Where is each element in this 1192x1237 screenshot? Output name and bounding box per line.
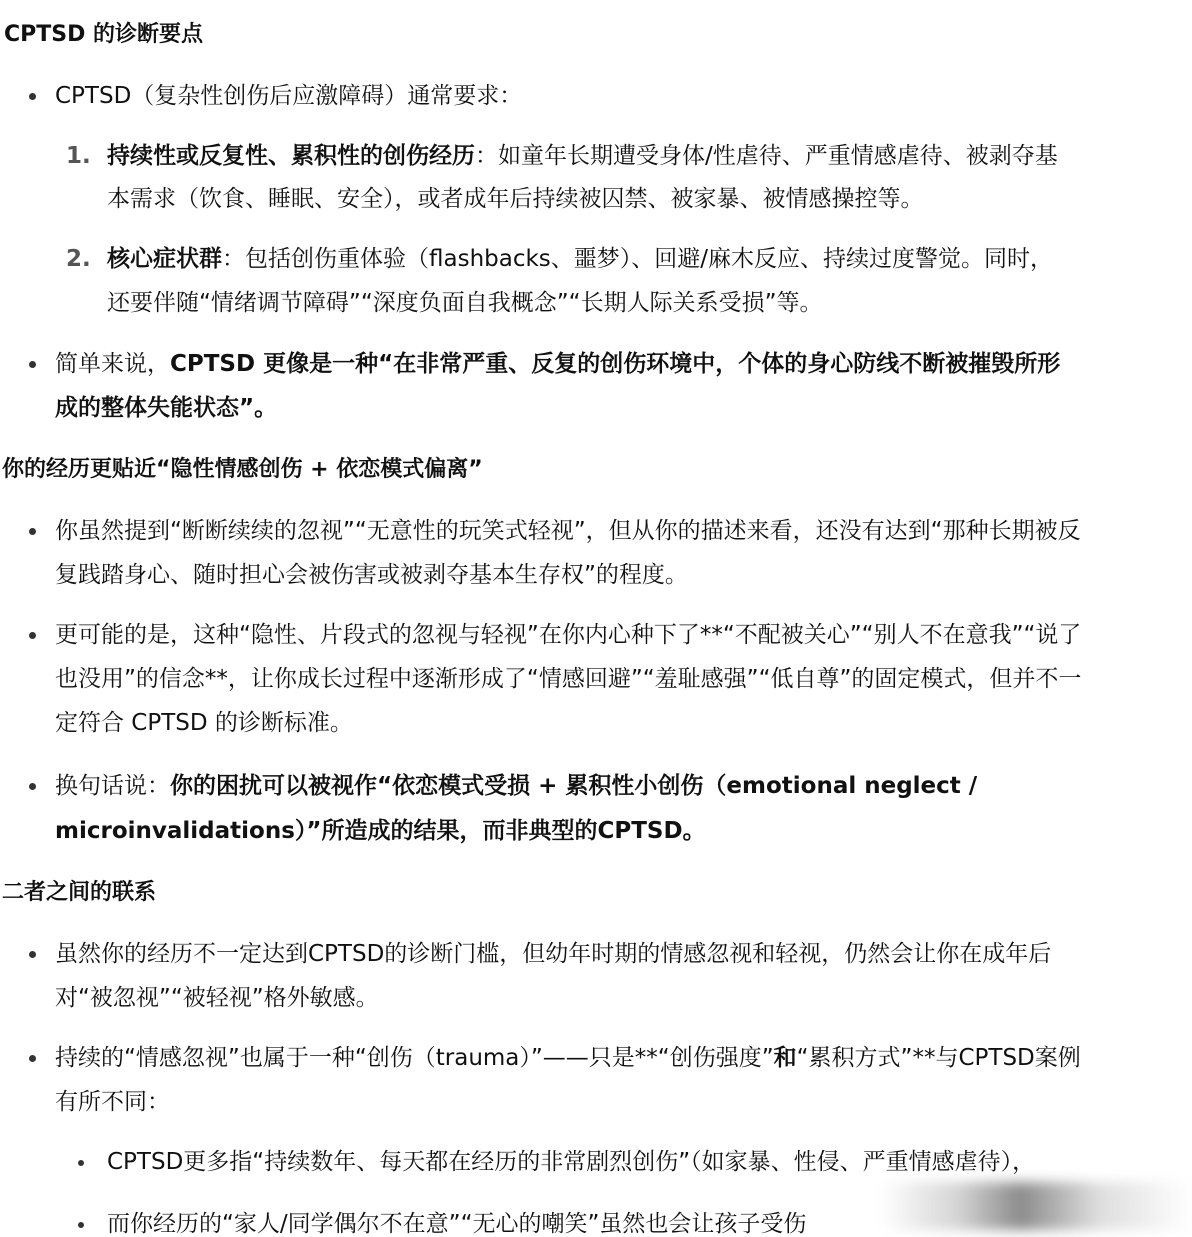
list-item-text-line2: 还要伴随“情绪调节障碍”“深度负面自我概念”“长期人际关系受损”等。 [107,290,823,316]
bullet-icon [29,632,36,639]
section-heading-hidden-trauma: 你的经历更贴近“隐性情感创伤 + 依恋模式偏离” [2,457,483,482]
bullet-icon [29,1055,36,1062]
bullet-icon [29,528,36,535]
bullet-text: CPTSD（复杂性创伤后应激障碍）通常要求： [55,83,523,109]
bullet-bold: 你的困扰可以被视作“依恋模式受损 + 累积性小创伤（emotional neglect / [170,773,978,799]
list-item-bold: 核心症状群 [107,246,222,272]
bullet-bold: CPTSD 更像是一种“在非常严重、反复的创伤环境中，个体的身心防线不断被摧毁所形 [170,351,1061,377]
bullet-text-line2: 成的整体失能状态”。 [55,395,278,421]
bullet-plain: 换句话说： [55,773,170,799]
list-item-rest: ：包括创伤重体验（flashbacks、噩梦）、回避/麻木反应、持续过度警觉。同时， [222,246,1054,272]
bullet-post: “累积方式”**与CPTSD案例 [796,1045,1081,1071]
bullet-text-line3: 定符合 CPTSD 的诊断标准。 [55,710,353,736]
list-number: 2. [66,246,91,272]
bullet-plain: 简单来说， [55,351,170,377]
bullet-icon [29,783,36,790]
bullet-text-line2: 复践踏身心、随时担心会被伤害或被剥夺基本生存权”的程度。 [55,562,688,588]
bullet-text [55,353,1060,376]
sub-bullet-text: CPTSD更多指“持续数年、每天都在经历的非常剧烈创伤”（如家暴、性侵、严重情感虐待）， [107,1149,1036,1175]
list-number: 1. [66,143,91,169]
bullet-text-line2: 对“被忽视”“被轻视”格外敏感。 [55,985,379,1011]
sub-bullet-icon [78,1160,84,1166]
bullet-text-line2: 有所不同： [55,1089,170,1115]
bullet-bold: 和 [773,1045,797,1071]
sub-bullet-icon [78,1222,84,1228]
bullet-text-line2: 也没用”的信念**，让你成长过程中逐渐形成了“情感回避”“羞耻感强”“低自尊”的固定模式，但并不一 [55,666,1082,692]
bullet-text: 虽然你的经历不一定达到CPTSD的诊断门槛，但幼年时期的情感忽视和轻视，仍然会让你在成年后 [55,941,1052,967]
list-item-rest: ：如童年长期遭受身体/性虐待、严重情感虐待、被剥夺基 [475,143,1058,169]
bullet-text [55,1047,1081,1070]
sub-bullet-text: 而你经历的“家人/同学偶尔不在意”“无心的嘲笑”虽然也会让孩子受伤 [107,1211,807,1237]
list-item-text [107,145,1058,168]
section-heading-cptsd-criteria: CPTSD 的诊断要点 [4,22,204,47]
bullet-pre: 持续的“情感忽视”也属于一种“创伤（trauma）”——只是**“创伤强度” [55,1045,774,1071]
bullet-text [55,775,977,798]
bullet-icon [29,951,36,958]
bullet-text-line2: microinvalidations）”所造成的结果，而非典型的CPTSD。 [55,818,706,844]
bullet-icon [29,361,36,368]
list-item-text-line2: 本需求（饮食、睡眠、安全），或者成年后持续被囚禁、被家暴、被情感操控等。 [107,186,924,212]
blurred-overlay [880,1182,1192,1230]
section-heading-connection: 二者之间的联系 [2,880,157,905]
bullet-text: 更可能的是，这种“隐性、片段式的忽视与轻视”在你内心种下了**“不配被关心”“别人不在意我”“说了 [55,622,1082,648]
list-item-text [107,248,1053,271]
bullet-icon [29,93,36,100]
bullet-text: 你虽然提到“断断续续的忽视”“无意性的玩笑式轻视”，但从你的描述来看，还没有达到“那种长期被反 [55,518,1081,544]
list-item-bold: 持续性或反复性、累积性的创伤经历 [107,143,475,169]
